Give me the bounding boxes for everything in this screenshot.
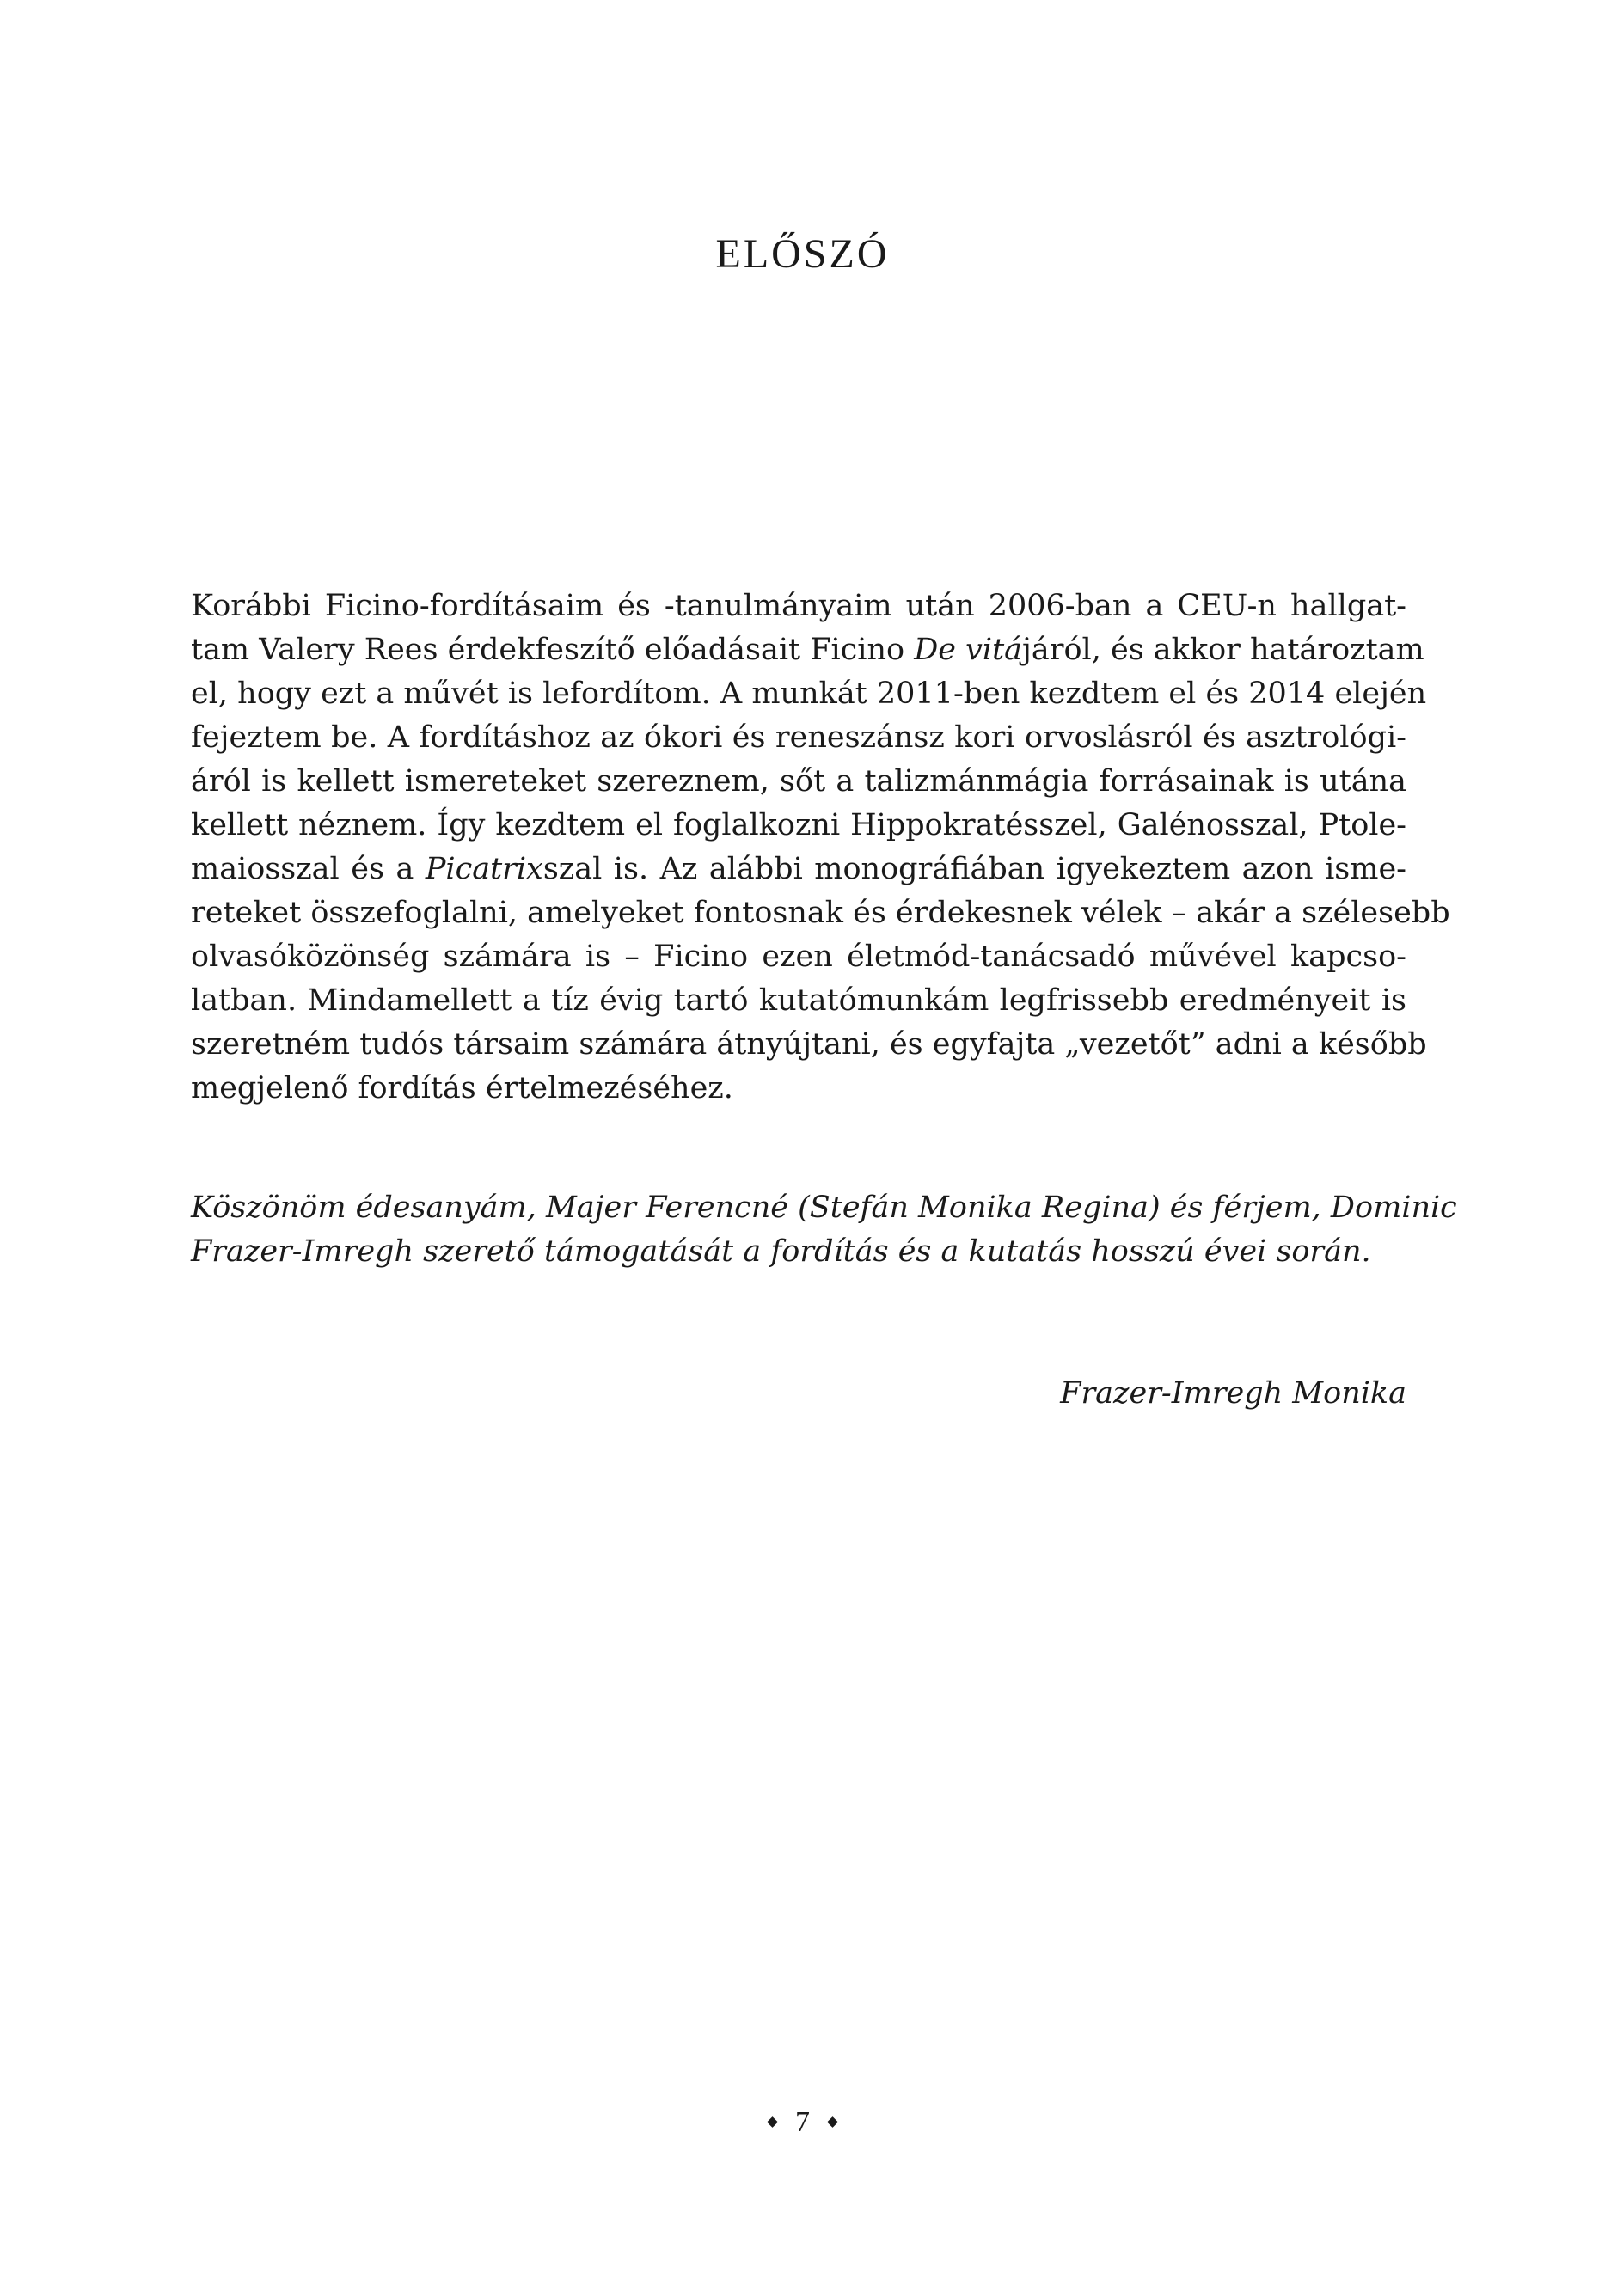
italic-title: De vitá: [914, 633, 1023, 667]
page-title: ELŐSZÓ: [715, 231, 890, 277]
italic-title: Picatrix: [425, 852, 543, 886]
text-line: el, hogy ezt a művét is lefordítom. A munkát 2011-ben kezdtem el és 2014 elején: [191, 677, 1427, 711]
text-line: [191, 628, 1424, 672]
text-line: Köszönöm édesanyám, Majer Ferencné (Stefán Monika Regina) és férjem, Dominic: [191, 1191, 1457, 1225]
text-line: fejeztem be. A fordításhoz az ókori és reneszánsz kori orvoslásról és asztrológi-: [191, 720, 1406, 755]
acknowledgement-paragraph: [191, 1186, 1457, 1274]
text-segment: szal is. Az alábbi monográfiában igyekeztem azon isme-: [542, 852, 1406, 886]
text-line: Korábbi Ficino-fordításaim és -tanulmányaim után 2006-ban a CEU-n hallgat-: [191, 589, 1406, 623]
bullet-icon: [827, 2116, 838, 2128]
page-number-footer: [0, 2106, 1605, 2139]
text-line: olvasóközönség számára is – Ficino ezen életmód-tanácsadó művével kapcso-: [191, 940, 1406, 974]
text-line: megjelenő fordítás értelmezéséhez.: [191, 1071, 733, 1105]
text-line: reteket összefoglalni, amelyeket fontosnak és érdekesnek vélek – akár a szélesebb: [191, 896, 1450, 930]
text-segment: járól, és akkor határoztam: [1022, 633, 1424, 667]
text-line: latban. Mindamellett a tíz évig tartó kutatómunkám legfrissebb eredményeit is: [191, 983, 1406, 1018]
text-line: áról is kellett ismereteket szereznem, sőt a talizmánmágia forrásainak is utána: [191, 764, 1406, 799]
text-segment: maiosszal és a: [191, 852, 426, 886]
page-number: 7: [795, 2106, 810, 2138]
text-line: [191, 848, 1406, 891]
text-line: kellett néznem. Így kezdtem el foglalkozni Hippokratésszel, Galénosszal, Ptole-: [191, 808, 1406, 842]
text-line: szeretném tudós társaim számára átnyújtani, és egyfajta „vezetőt” adni a később: [191, 1027, 1427, 1062]
text-line: Frazer-Imregh szerető támogatását a fordítás és a kutatás hosszú évei során.: [191, 1234, 1371, 1269]
body-paragraph: [191, 585, 1450, 1111]
author-signature: Frazer-Imregh Monika: [1060, 1376, 1406, 1411]
text-segment: tam Valery Rees érdekfeszítő előadásait Ficino: [191, 633, 915, 667]
bullet-icon: [767, 2116, 778, 2128]
